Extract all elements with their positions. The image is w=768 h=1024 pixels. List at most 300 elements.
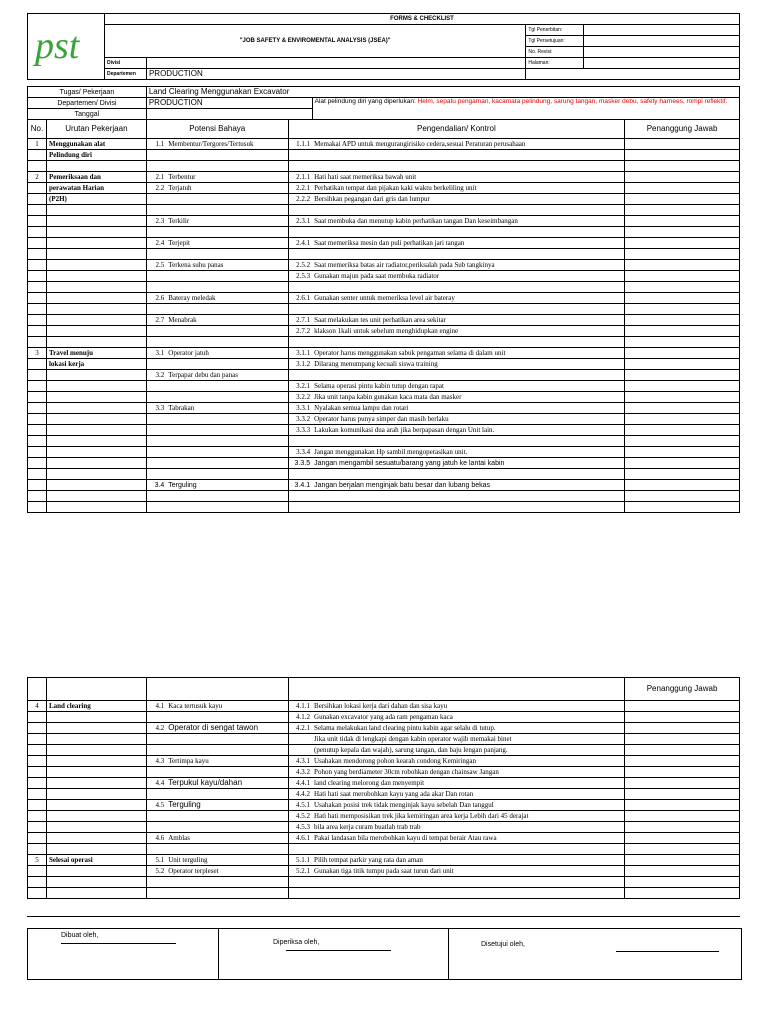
apd-label: Alat pelindung diri yang diperlukan: <box>314 98 416 105</box>
row-penanggung[interactable] <box>625 800 740 811</box>
row-potensi <box>166 194 288 205</box>
row-potensi <box>166 712 288 723</box>
row-pengendalian: Gunakan tiga titik tumpu pada saat turun dari unit <box>312 866 625 877</box>
row-potensi-no <box>146 458 166 469</box>
row-potensi-no: 4.3 <box>146 756 166 767</box>
row-potensi-no <box>146 304 166 315</box>
row-penanggung[interactable] <box>625 260 740 271</box>
halaman-value[interactable] <box>584 58 740 69</box>
row-potensi-no: 4.4 <box>146 778 166 789</box>
row-urutan <box>46 238 146 249</box>
tugas-value: Land Clearing Menggunakan Excavator <box>146 87 739 98</box>
table-row <box>28 745 740 756</box>
row-pengendalian-no <box>288 888 312 899</box>
row-pengendalian: Saat melakukan tes unit perhatikan area sekitar <box>312 315 625 326</box>
row-potensi: Unit terguling <box>166 855 288 866</box>
table-row <box>28 161 740 172</box>
row-potensi <box>166 745 288 756</box>
row-potensi: Operator terpleset <box>166 866 288 877</box>
row-pengendalian-no <box>288 502 312 513</box>
row-penanggung[interactable] <box>625 778 740 789</box>
row-pengendalian: Hati hati saat merobohkan kayu yang ada akar Dan rotan <box>312 789 625 800</box>
row-pengendalian <box>312 502 625 513</box>
table-row <box>28 822 740 833</box>
col-penanggung: Penanggung Jawab <box>625 120 740 139</box>
row-urutan: lokasi kerja <box>46 359 146 370</box>
row-penanggung[interactable] <box>625 392 740 403</box>
row-no <box>28 491 47 502</box>
dept-label: Departemen/ Divisi <box>28 98 147 109</box>
table-row <box>28 249 740 260</box>
row-potensi-no: 3.2 <box>146 370 166 381</box>
departemen-value: PRODUCTION <box>146 69 525 80</box>
row-potensi-no <box>146 150 166 161</box>
row-penanggung[interactable] <box>625 238 740 249</box>
row-urutan <box>46 491 146 502</box>
row-urutan <box>46 745 146 756</box>
row-potensi: Menabrak <box>166 315 288 326</box>
row-urutan <box>46 216 146 227</box>
row-penanggung[interactable] <box>625 789 740 800</box>
row-penanggung[interactable] <box>625 403 740 414</box>
row-potensi <box>166 392 288 403</box>
row-urutan <box>46 249 146 260</box>
row-potensi: Terjepit <box>166 238 288 249</box>
row-pengendalian <box>312 370 625 381</box>
departemen-label: Departemen <box>104 69 146 80</box>
row-no <box>28 359 47 370</box>
row-penanggung[interactable] <box>625 205 740 216</box>
table-row <box>28 414 740 425</box>
row-pengendalian-no: 3.3.2 <box>288 414 312 425</box>
row-penanggung[interactable] <box>625 822 740 833</box>
row-potensi <box>166 447 288 458</box>
row-potensi-no: 2.2 <box>146 183 166 194</box>
row-penanggung[interactable] <box>625 348 740 359</box>
pst-logo-icon <box>31 20 101 72</box>
row-penanggung[interactable] <box>625 370 740 381</box>
row-penanggung[interactable] <box>625 194 740 205</box>
diperiksa-label: Diperiksa oleh, <box>273 939 320 946</box>
row-pengendalian-no <box>288 745 312 756</box>
row-no <box>28 370 47 381</box>
sign-dibuat <box>28 929 219 979</box>
row-potensi-no <box>146 767 166 778</box>
row-pengendalian-no: 2.2.1 <box>288 183 312 194</box>
row-penanggung[interactable] <box>625 414 740 425</box>
row-pengendalian-no: 2.5.2 <box>288 260 312 271</box>
row-urutan <box>46 315 146 326</box>
row-penanggung[interactable] <box>625 701 740 712</box>
row-urutan <box>46 414 146 425</box>
row-penanggung[interactable] <box>625 150 740 161</box>
svg-text:pst: pst <box>34 24 80 67</box>
row-penanggung[interactable] <box>625 172 740 183</box>
row-penanggung[interactable] <box>625 216 740 227</box>
row-no: 1 <box>28 139 47 150</box>
row-penanggung[interactable] <box>625 139 740 150</box>
row-potensi: Kaca tertusuk kayu <box>166 701 288 712</box>
dibuat-label: Dibuat oleh, <box>61 932 99 939</box>
table-row <box>28 194 740 205</box>
row-penanggung[interactable] <box>625 767 740 778</box>
row-penanggung[interactable] <box>625 491 740 502</box>
table-row <box>28 778 740 789</box>
row-potensi <box>166 436 288 447</box>
row-potensi-no <box>146 392 166 403</box>
table-row <box>28 216 740 227</box>
table-row <box>28 756 740 767</box>
row-potensi <box>166 734 288 745</box>
row-urutan <box>46 712 146 723</box>
jsea-table-page1 <box>27 86 740 513</box>
row-pengendalian-no: 4.4.2 <box>288 789 312 800</box>
row-urutan <box>46 392 146 403</box>
row-pengendalian-no: 2.1.1 <box>288 172 312 183</box>
row-no <box>28 216 47 227</box>
table-row <box>28 150 740 161</box>
row-penanggung[interactable] <box>625 855 740 866</box>
row-pengendalian-no <box>288 877 312 888</box>
row-penanggung[interactable] <box>625 359 740 370</box>
row-potensi-no <box>146 789 166 800</box>
row-potensi: Terguling <box>166 800 288 811</box>
row-potensi-no <box>146 469 166 480</box>
row-potensi-no <box>146 381 166 392</box>
row-no: 5 <box>28 855 47 866</box>
row-no <box>28 447 47 458</box>
row-potensi <box>166 425 288 436</box>
dept-value: PRODUCTION <box>146 98 312 109</box>
table-row <box>28 866 740 877</box>
table-row <box>28 293 740 304</box>
table-row <box>28 205 740 216</box>
row-pengendalian: (penutup kepala dan wajah), sarung tangan, dan baju lengan panjang. <box>312 745 625 756</box>
row-pengendalian: Jangan berjalan menginjak batu besar dan lubang bekas <box>312 480 625 491</box>
row-potensi: Terkena suhu panas <box>166 260 288 271</box>
row-urutan: Travel menuju <box>46 348 146 359</box>
row-penanggung[interactable] <box>625 326 740 337</box>
tgl-persetujuan-value[interactable] <box>584 36 740 47</box>
apd-cell <box>312 98 739 120</box>
company-logo <box>28 14 105 80</box>
row-potensi <box>166 502 288 513</box>
row-urutan <box>46 767 146 778</box>
row-no <box>28 249 47 260</box>
header-table <box>27 13 740 80</box>
row-pengendalian-no: 4.5.1 <box>288 800 312 811</box>
table-row <box>28 469 740 480</box>
row-penanggung[interactable] <box>625 447 740 458</box>
row-penanggung[interactable] <box>625 811 740 822</box>
table-row <box>28 381 740 392</box>
row-potensi: Terjatuh <box>166 183 288 194</box>
row-potensi-no <box>146 249 166 260</box>
row-potensi-no: 2.6 <box>146 293 166 304</box>
col-potensi: Potensi Bahaya <box>146 120 288 139</box>
row-penanggung[interactable] <box>625 249 740 260</box>
row-penanggung[interactable] <box>625 436 740 447</box>
table-row <box>28 833 740 844</box>
row-urutan <box>46 811 146 822</box>
row-urutan <box>46 227 146 238</box>
table-row <box>28 877 740 888</box>
row-pengendalian-no <box>288 436 312 447</box>
row-potensi-no <box>146 844 166 855</box>
row-urutan <box>46 205 146 216</box>
table-row <box>28 359 740 370</box>
row-pengendalian: Saat memeriksa batas air radiator,periksalah pada Sub tangkinya <box>312 260 625 271</box>
page2-col-penanggung: Penanggung Jawab <box>625 678 740 701</box>
row-pengendalian <box>312 844 625 855</box>
row-pengendalian-no: 4.1.1 <box>288 701 312 712</box>
no-revisi-label: No. Revisi: <box>526 47 584 58</box>
disetujui-label: Disetujui oleh, <box>481 941 525 948</box>
row-potensi <box>166 789 288 800</box>
row-potensi <box>166 888 288 899</box>
row-urutan <box>46 800 146 811</box>
row-potensi-no <box>146 205 166 216</box>
row-urutan <box>46 403 146 414</box>
row-no <box>28 822 47 833</box>
row-urutan <box>46 877 146 888</box>
row-no <box>28 326 47 337</box>
row-no <box>28 745 47 756</box>
row-penanggung[interactable] <box>625 161 740 172</box>
row-no <box>28 315 47 326</box>
table-row <box>28 139 740 150</box>
row-pengendalian: Jika unit tidak di lengkapi dengan kabin operator wajib memakai binet <box>312 734 625 745</box>
row-potensi-no <box>146 734 166 745</box>
table-row <box>28 701 740 712</box>
row-no <box>28 414 47 425</box>
row-penanggung[interactable] <box>625 381 740 392</box>
row-penanggung[interactable] <box>625 712 740 723</box>
row-pengendalian-no: 1.1.1 <box>288 139 312 150</box>
table-row <box>28 238 740 249</box>
row-potensi-no: 3.1 <box>146 348 166 359</box>
row-pengendalian-no: 2.3.1 <box>288 216 312 227</box>
row-penanggung[interactable] <box>625 745 740 756</box>
row-pengendalian: Operator harus punya simper dan masih berlaku <box>312 414 625 425</box>
row-potensi-no: 1.1 <box>146 139 166 150</box>
row-potensi <box>166 359 288 370</box>
row-pengendalian: Bersihkan lokasi kerja dari dahan dan sisa kayu <box>312 701 625 712</box>
row-pengendalian-no <box>288 844 312 855</box>
table-row <box>28 326 740 337</box>
row-no <box>28 337 47 348</box>
row-penanggung[interactable] <box>625 734 740 745</box>
row-pengendalian-no: 2.2.2 <box>288 194 312 205</box>
row-pengendalian-no: 3.4.1 <box>288 480 312 491</box>
table-row <box>28 767 740 778</box>
table-row <box>28 315 740 326</box>
row-penanggung[interactable] <box>625 502 740 513</box>
row-no <box>28 480 47 491</box>
row-pengendalian-no: 4.4.1 <box>288 778 312 789</box>
row-urutan: Land clearing <box>46 701 146 712</box>
no-revisi-value[interactable] <box>584 47 740 58</box>
row-pengendalian-no: 4.3.1 <box>288 756 312 767</box>
row-pengendalian-no <box>288 227 312 238</box>
tanggal-value[interactable] <box>146 109 312 120</box>
table-row <box>28 348 740 359</box>
row-pengendalian-no: 5.2.1 <box>288 866 312 877</box>
table-row <box>28 734 740 745</box>
row-no <box>28 844 47 855</box>
row-no <box>28 712 47 723</box>
row-no <box>28 161 47 172</box>
row-pengendalian-no <box>288 304 312 315</box>
signature-box <box>27 928 742 980</box>
row-potensi-no <box>146 337 166 348</box>
row-urutan <box>46 723 146 734</box>
row-urutan <box>46 502 146 513</box>
row-potensi-no <box>146 414 166 425</box>
row-pengendalian-no: 4.5.2 <box>288 811 312 822</box>
row-potensi-no: 5.1 <box>146 855 166 866</box>
row-no <box>28 502 47 513</box>
row-no: 4 <box>28 701 47 712</box>
table-row <box>28 491 740 502</box>
row-potensi-no <box>146 227 166 238</box>
row-penanggung[interactable] <box>625 315 740 326</box>
row-no <box>28 205 47 216</box>
table-row <box>28 800 740 811</box>
row-potensi-no <box>146 194 166 205</box>
row-penanggung[interactable] <box>625 469 740 480</box>
row-potensi: Membentur/Tergores/Tertusuk <box>166 139 288 150</box>
row-penanggung[interactable] <box>625 877 740 888</box>
row-no <box>28 183 47 194</box>
row-potensi-no <box>146 877 166 888</box>
row-penanggung[interactable] <box>625 227 740 238</box>
row-pengendalian-no <box>288 469 312 480</box>
row-pengendalian: Hati hati saat memeriksa bawah unit <box>312 172 625 183</box>
row-pengendalian: Gunakan senter untuk memeriksa level air bateray <box>312 293 625 304</box>
tgl-penerbitan-value[interactable] <box>584 25 740 36</box>
row-potensi-no <box>146 745 166 756</box>
row-pengendalian-no: 2.6.1 <box>288 293 312 304</box>
table-row <box>28 260 740 271</box>
row-pengendalian <box>312 469 625 480</box>
row-penanggung[interactable] <box>625 833 740 844</box>
table-row <box>28 403 740 414</box>
row-urutan <box>46 293 146 304</box>
row-penanggung[interactable] <box>625 425 740 436</box>
row-potensi-no <box>146 712 166 723</box>
row-penanggung[interactable] <box>625 271 740 282</box>
row-penanggung[interactable] <box>625 756 740 767</box>
row-potensi <box>166 150 288 161</box>
row-pengendalian-no: 4.5.3 <box>288 822 312 833</box>
tgl-penerbitan-label: Tgl Penerbitan: <box>526 25 584 36</box>
diperiksa-signature-line[interactable] <box>286 950 391 951</box>
row-potensi <box>166 161 288 172</box>
row-no <box>28 458 47 469</box>
row-penanggung[interactable] <box>625 480 740 491</box>
row-pengendalian-no: 4.1.2 <box>288 712 312 723</box>
row-urutan <box>46 282 146 293</box>
row-no <box>28 194 47 205</box>
row-penanggung[interactable] <box>625 458 740 469</box>
row-penanggung[interactable] <box>625 304 740 315</box>
row-potensi <box>166 458 288 469</box>
row-penanggung[interactable] <box>625 723 740 734</box>
row-potensi-no: 2.3 <box>146 216 166 227</box>
row-urutan <box>46 326 146 337</box>
disetujui-signature-line[interactable] <box>616 951 719 952</box>
row-penanggung[interactable] <box>625 888 740 899</box>
row-pengendalian: Bersihkan pegangan dari gris dan lumpur <box>312 194 625 205</box>
row-urutan: Menggunakan alat <box>46 139 146 150</box>
row-urutan <box>46 778 146 789</box>
row-potensi <box>166 844 288 855</box>
dibuat-signature-line[interactable] <box>61 943 176 944</box>
row-potensi: Operator jatuh <box>166 348 288 359</box>
table-row <box>28 337 740 348</box>
row-penanggung[interactable] <box>625 183 740 194</box>
row-no <box>28 392 47 403</box>
row-potensi-no <box>146 502 166 513</box>
row-penanggung[interactable] <box>625 293 740 304</box>
row-potensi-no: 4.5 <box>146 800 166 811</box>
row-no <box>28 767 47 778</box>
row-pengendalian-no <box>288 161 312 172</box>
row-pengendalian-no: 2.5.3 <box>288 271 312 282</box>
row-pengendalian <box>312 249 625 260</box>
row-potensi <box>166 877 288 888</box>
row-potensi-no: 4.2 <box>146 723 166 734</box>
document-title: "JOB SAFETY & ENVIROMENTAL ANALYSIS (JSEA)" <box>104 25 525 58</box>
divisi-value[interactable] <box>146 58 525 69</box>
row-pengendalian <box>312 491 625 502</box>
row-pengendalian: land clearing melorong dan menyempit <box>312 778 625 789</box>
row-urutan <box>46 480 146 491</box>
row-potensi-no: 2.1 <box>146 172 166 183</box>
row-potensi <box>166 304 288 315</box>
apd-value: Helm, sepatu pengaman, kacamata pelindung, sarung tangan, masker debu, safety harnees, rompi reflektif. <box>417 98 728 105</box>
row-no <box>28 304 47 315</box>
row-no <box>28 238 47 249</box>
row-penanggung[interactable] <box>625 337 740 348</box>
table-row <box>28 855 740 866</box>
separator-line <box>27 916 740 917</box>
table-row <box>28 447 740 458</box>
row-penanggung[interactable] <box>625 866 740 877</box>
row-potensi: Bateray meledak <box>166 293 288 304</box>
row-pengendalian-no <box>288 370 312 381</box>
row-potensi-no <box>146 359 166 370</box>
row-urutan <box>46 381 146 392</box>
row-urutan <box>46 888 146 899</box>
row-potensi: Operator di sengat tawon <box>166 723 288 734</box>
row-penanggung[interactable] <box>625 844 740 855</box>
row-potensi <box>166 491 288 502</box>
row-no <box>28 150 47 161</box>
row-pengendalian-no: 3.3.5 <box>288 458 312 469</box>
row-potensi-no: 4.1 <box>146 701 166 712</box>
row-potensi <box>166 469 288 480</box>
row-no: 2 <box>28 172 47 183</box>
row-potensi <box>166 326 288 337</box>
table-row <box>28 227 740 238</box>
row-penanggung[interactable] <box>625 282 740 293</box>
tanggal-label: Tanggal <box>28 109 147 120</box>
row-pengendalian: Pakai landasan bila merobohkan kayu di tempat berair Atau rawa <box>312 833 625 844</box>
row-pengendalian-no: 4.2.1 <box>288 723 312 734</box>
table-row <box>28 436 740 447</box>
